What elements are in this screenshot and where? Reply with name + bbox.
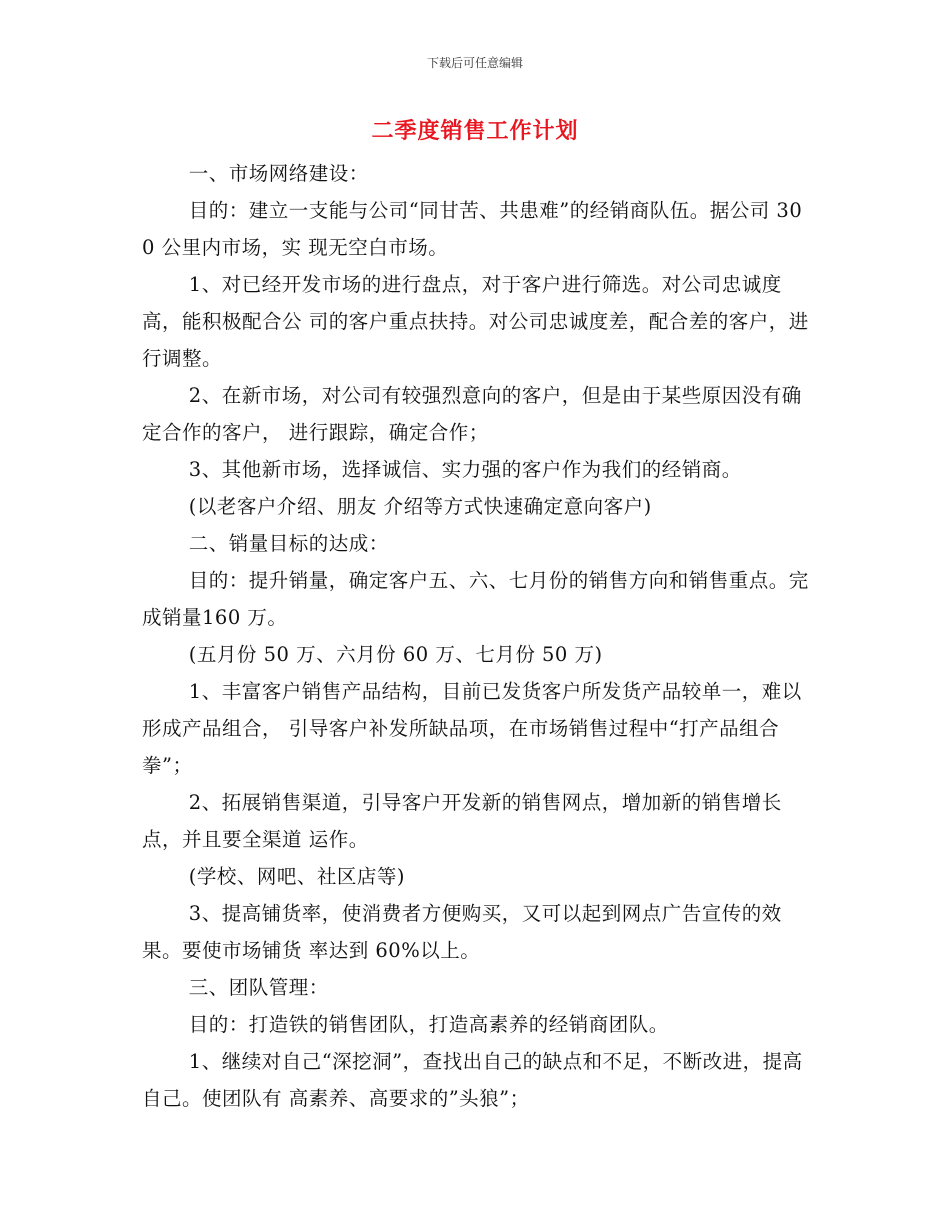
paragraph-section-2-goal: 目的：提升销量，确定客户五、六、七月份的销售方向和销售重点。完成销量160 万。 bbox=[142, 569, 809, 629]
paragraph-item: 1、继续对自己“深挖洞”，查找出自己的缺点和不足，不断改进，提高自己。使团队有 高素养、高要求的”头狼”； bbox=[142, 1050, 803, 1110]
paragraph-section-3-goal: 目的：打造铁的销售团队，打造高素养的经销商团队。 bbox=[188, 1013, 669, 1036]
paragraph-note: (五月份 50 万、六月份 60 万、七月份 50 万) bbox=[188, 643, 603, 666]
paragraph-section-2-heading: 二、销量目标的达成： bbox=[188, 532, 389, 555]
paragraph-item: 2、在新市场，对公司有较强烈意向的客户，但是由于某些原因没有确定合作的客户， 进行跟踪，确定合作； bbox=[142, 384, 802, 444]
paragraph-item: 2、拓展销售渠道，引导客户开发新的销售网点，增加新的销售增长点，并且要全渠道 运作。 bbox=[142, 791, 782, 851]
paragraph-item: 3、其他新市场，选择诚信、实力强的客户作为我们的经销商。 bbox=[188, 458, 742, 481]
paragraph-note: (学校、网吧、社区店等) bbox=[188, 865, 406, 888]
paragraph-section-1-goal: 目的：建立一支能与公司“同甘苦、共患难”的经销商队伍。据公司 300 公里内市场，实 现无空白市场。 bbox=[142, 199, 803, 259]
paragraph-note: (以老客户介绍、朋友 介绍等方式快速确定意向客户) bbox=[188, 495, 652, 518]
document-body bbox=[142, 155, 810, 1117]
paragraph-section-3-heading: 三、团队管理： bbox=[188, 976, 329, 999]
paragraph-item: 1、对已经开发市场的进行盘点，对于客户进行筛选。对公司忠诚度高，能积极配合公 司的客户重点扶持。对公司忠诚度差，配合差的客户，进行调整。 bbox=[142, 273, 809, 370]
paragraph-item: 1、丰富客户销售产品结构，目前已发货客户所发货产品较单一，难以形成产品组合， 引导客户补发所缺品项，在市场销售过程中“打产品组合拳”； bbox=[142, 680, 802, 777]
paragraph-section-1-heading: 一、市场网络建设： bbox=[188, 162, 369, 185]
document-title: 二季度销售工作计划 bbox=[371, 118, 579, 144]
paragraph-item: 3、提高铺货率，使消费者方便购买，又可以起到网点广告宣传的效果。要使市场铺货 率达到 60%以上。 bbox=[142, 902, 782, 962]
header-note: 下载后可任意编辑 bbox=[426, 56, 523, 70]
